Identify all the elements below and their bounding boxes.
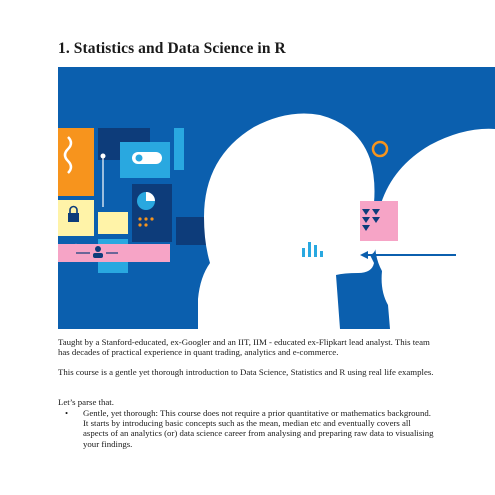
list-item <box>58 408 438 449</box>
orange-tile <box>58 128 94 196</box>
parse-paragraph: Let’s parse that. <box>58 397 114 407</box>
intro-paragraph: Taught by a Stanford-educated, ex-Googler and an IIT, IIM - educated ex-Flipkart lead analyst. This team has decades of practical experience in quant trading, analytics and e-commerce. <box>58 337 430 358</box>
navy-tile-2 <box>132 184 172 242</box>
course-summary-paragraph: This course is a gentle yet thorough introduction to Data Science, Statistics and R using real life examples. <box>58 367 434 377</box>
bullet-list <box>58 408 438 449</box>
pie-chart-icon <box>137 192 155 210</box>
hero-illustration <box>58 67 495 329</box>
bullet-marker: • <box>65 408 69 418</box>
bullet-text: Gentle, yet thorough: This course does not require a prior quantitative or mathematics background. It starts by introducing basic concepts such as the mean, median etc and eventually covers all aspects of an analytics (or) data science career from analysing and preparing raw data to visualising your findings. <box>83 408 434 449</box>
section-heading: 1. Statistics and Data Science in R <box>58 40 286 57</box>
